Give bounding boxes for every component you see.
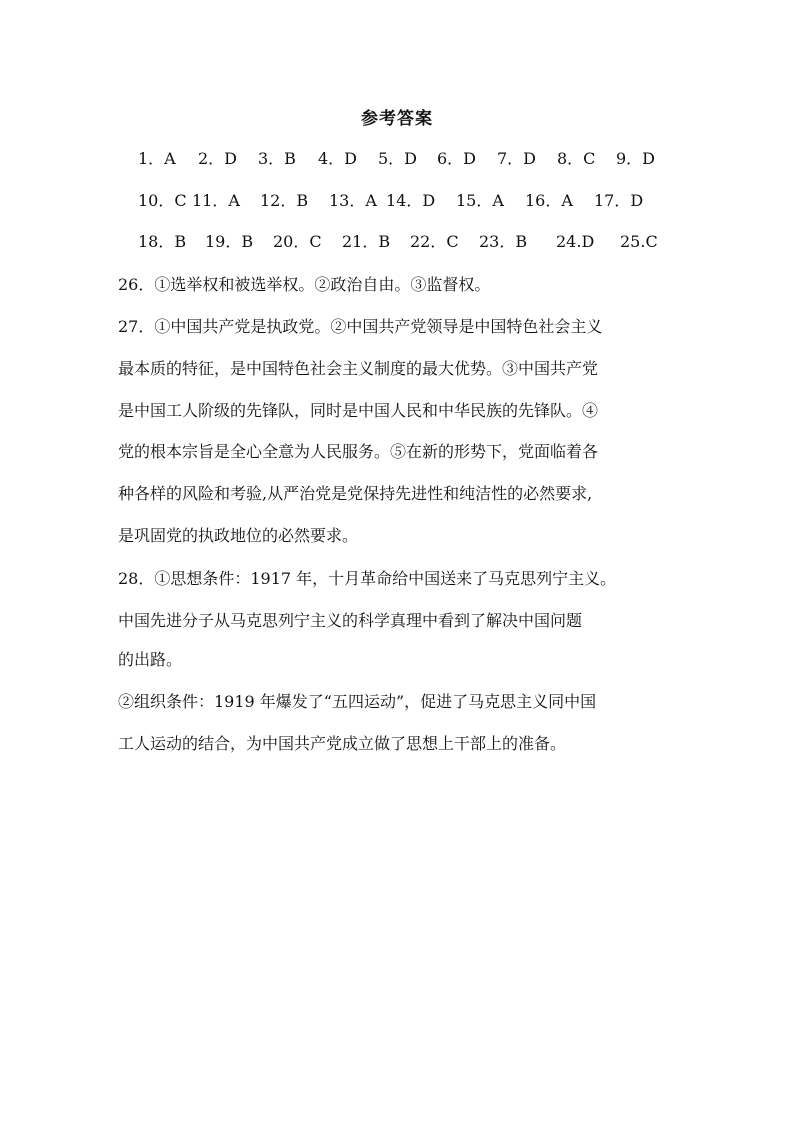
choice-answer: 20．C [273, 232, 322, 251]
answer-28-line-4: ②组织条件：1919 年爆发了“五四运动”，促进了马克思主义同中国 [118, 692, 597, 711]
choice-answer: 5．D [378, 149, 418, 168]
choice-row-2 [0, 186, 794, 216]
choice-answer: 23．B [479, 232, 528, 251]
answer-27-line-6: 是巩固党的执政地位的必然要求。 [118, 526, 359, 545]
answer-28-line-5: 工人运动的结合，为中国共产党成立做了思想上干部上的准备。 [118, 734, 567, 753]
choice-answer: 8．C [557, 149, 596, 168]
choice-answer: 2．D [198, 149, 238, 168]
choice-answer: 4．D [318, 149, 358, 168]
choice-answer: 25.C [620, 232, 658, 251]
choice-answer: 21．B [342, 232, 391, 251]
answer-28-line-2: 中国先进分子从马克思列宁主义的科学真理中看到了解决中国问题 [118, 611, 583, 630]
choice-answer: 11．A [192, 191, 240, 210]
choice-answer: 19．B [205, 232, 254, 251]
choice-answer: 22．C [410, 232, 459, 251]
choice-answer: 24.D [556, 232, 595, 251]
answer-27-line-5: 种各样的风险和考验,从严治党是党保持先进性和纯洁性的必然要求, [118, 484, 593, 503]
choice-answer: 12．B [260, 191, 309, 210]
choice-answer: 10．C [138, 191, 187, 210]
choice-answer: 6．D [437, 149, 477, 168]
choice-answer: 13．A [329, 191, 377, 210]
choice-answer: 18．B [138, 232, 187, 251]
page-title: 参考答案 [361, 109, 433, 129]
answer-28-line-1: 28．①思想条件：1917 年，十月革命给中国送来了马克思列宁主义。 [118, 569, 617, 588]
answer-27-line-3: 是中国工人阶级的先锋队，同时是中国人民和中华民族的先锋队。④ [118, 401, 599, 420]
choice-answer: 17．D [594, 191, 644, 210]
choice-answer: 7．D [497, 149, 537, 168]
choice-row-3 [0, 227, 794, 257]
choice-row-1 [0, 144, 794, 174]
choice-answer: 1．A [138, 149, 176, 168]
choice-answer: 16．A [525, 191, 573, 210]
choice-answer: 3．B [258, 149, 296, 168]
choice-answer: 9．D [616, 149, 656, 168]
answer-28-line-3: 的出路。 [118, 650, 183, 669]
answer-27-line-1: 27．①中国共产党是执政党。②中国共产党领导是中国特色社会主义 [118, 317, 603, 336]
answer-27-line-2: 最本质的特征，是中国特色社会主义制度的最大优势。③中国共产党 [118, 359, 599, 378]
choice-answer: 15．A [456, 191, 504, 210]
answer-26-line: 26．①选举权和被选举权。②政治自由。③监督权。 [118, 275, 491, 294]
answer-27-line-4: 党的根本宗旨是全心全意为人民服务。⑤在新的形势下，党面临着各 [118, 442, 599, 461]
choice-answer: 14．D [386, 191, 436, 210]
